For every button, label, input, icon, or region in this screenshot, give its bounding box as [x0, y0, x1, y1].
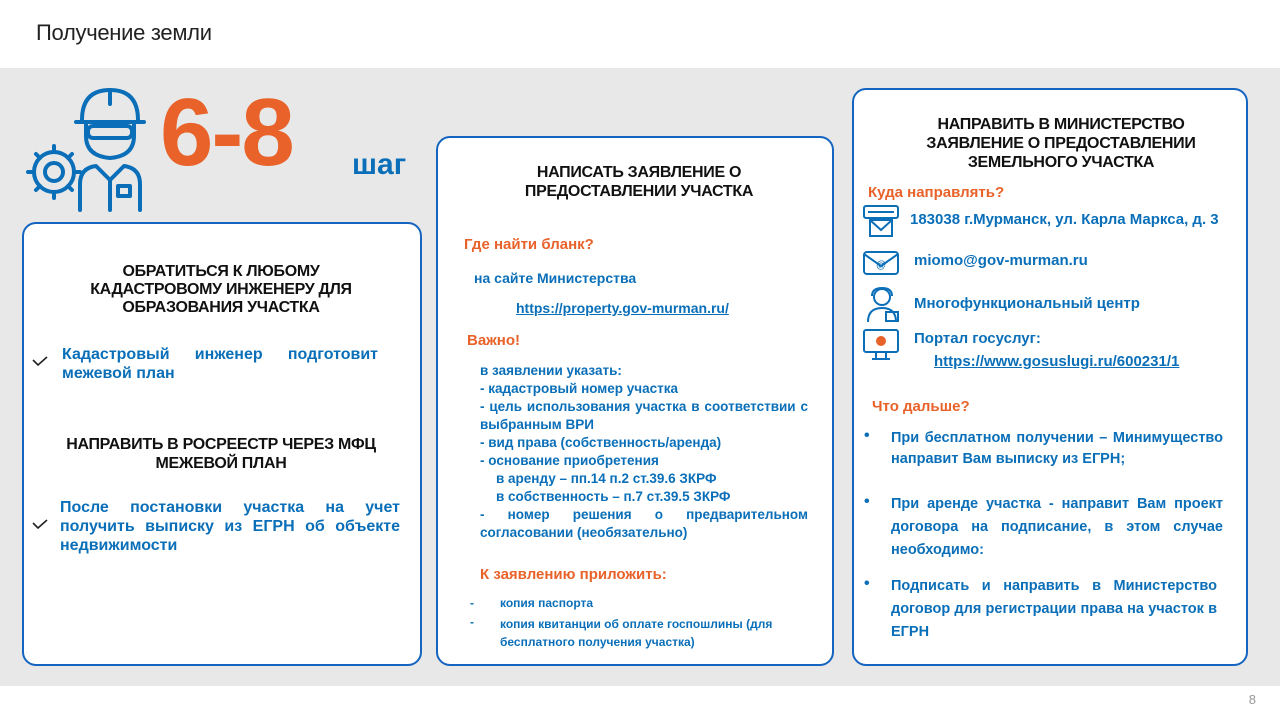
- left-item-1: Кадастровый инженер подготовит межевой план: [62, 346, 378, 382]
- left-item-2: После постановки участка на учет получить выписку из ЕГРН об объекте недвижимости: [60, 499, 400, 554]
- right-heading: НАПРАВИТЬ В МИНИСТЕРСТВО ЗАЯВЛЕНИЕ О ПРЕДОСТАВЛЕНИИ ЗЕМЕЛЬНОГО УЧАСТКА: [926, 116, 1196, 171]
- site-link[interactable]: https://property.gov-murman.ru/: [516, 300, 729, 316]
- middle-heading: НАПИСАТЬ ЗАЯВЛЕНИЕ О ПРЕДОСТАВЛЕНИИ УЧАСТКА: [524, 164, 754, 200]
- svg-text:@: @: [876, 260, 887, 271]
- next-label: Что дальше?: [872, 398, 970, 415]
- operator-icon: [864, 286, 900, 324]
- bullet: •: [864, 493, 870, 510]
- step-number: 6-8: [160, 79, 293, 186]
- next-item: При бесплатном получении – Минимущество направит Вам выписку из ЕГРН;: [891, 430, 1223, 467]
- attach-item: копия паспорта: [500, 596, 594, 610]
- email-text[interactable]: miomo@gov-murman.ru: [914, 252, 1088, 269]
- indicate-line: - основание приобретения: [480, 453, 659, 468]
- site-text: на сайте Министерства: [474, 270, 637, 286]
- page-number: 8: [1248, 692, 1256, 707]
- portal-label: Портал госуслуг:: [914, 330, 1041, 347]
- mailbox-icon: [862, 204, 900, 238]
- indicate-line: - вид права (собственность/аренда): [480, 435, 722, 450]
- indicate-line: в аренду – пп.14 п.2 ст.39.6 ЗКРФ: [496, 471, 717, 486]
- page-title: Получение земли: [36, 20, 212, 45]
- next-item: При аренде участка - направит Вам проект договора на подписание, в этом случае необходимо:: [891, 496, 1223, 558]
- portal-link[interactable]: https://www.gosuslugi.ru/600231/1: [934, 353, 1180, 370]
- indicate-line: в собственность – п.7 ст.39.5 ЗКРФ: [496, 489, 731, 504]
- attach-item: копия квитанции об оплате госпошлины (для бесплатного получения участка): [500, 617, 773, 649]
- indicate-list: [480, 380, 808, 542]
- left-heading-2: НАПРАВИТЬ В РОСРЕЕСТР ЧЕРЕЗ МФЦ МЕЖЕВОЙ ПЛАН: [66, 436, 376, 472]
- next-item: Подписать и направить в Министерство договор для регистрации права на участок в ЕГРН: [891, 578, 1217, 640]
- address-text: 183038 г.Мурманск, ул. Карла Маркса, д. 3: [910, 211, 1219, 228]
- bullet: •: [864, 575, 870, 592]
- where-label: Где найти бланк?: [464, 236, 594, 253]
- bullet: •: [864, 427, 870, 444]
- important-label: Важно!: [467, 332, 521, 349]
- left-heading-1: ОБРАТИТЬСЯ К ЛЮБОМУ КАДАСТРОВОМУ ИНЖЕНЕРУ ДЛЯ ОБРАЗОВАНИЯ УЧАСТКА: [90, 263, 352, 316]
- attach-dash: -: [470, 615, 474, 629]
- attach-dash: -: [470, 596, 474, 610]
- monitor-icon: [862, 328, 900, 362]
- attach-label: К заявлению приложить:: [480, 566, 667, 583]
- email-icon: [862, 246, 900, 278]
- indicate-intro: в заявлении указать:: [480, 363, 622, 378]
- indicate-line: - номер решения о предварительном согласовании (необязательно): [480, 507, 808, 540]
- step-word: шаг: [352, 148, 407, 181]
- engineer-icon: [22, 80, 154, 212]
- indicate-line: - кадастровый номер участка: [480, 381, 679, 396]
- mfc-text: Многофункциональный центр: [914, 295, 1140, 312]
- checkmark-icon: [32, 356, 48, 366]
- send-where-label: Куда направлять?: [868, 184, 1005, 201]
- indicate-line: - цель использования участка в соответствии с выбранным ВРИ: [480, 399, 808, 432]
- checkmark-icon: [32, 519, 48, 529]
